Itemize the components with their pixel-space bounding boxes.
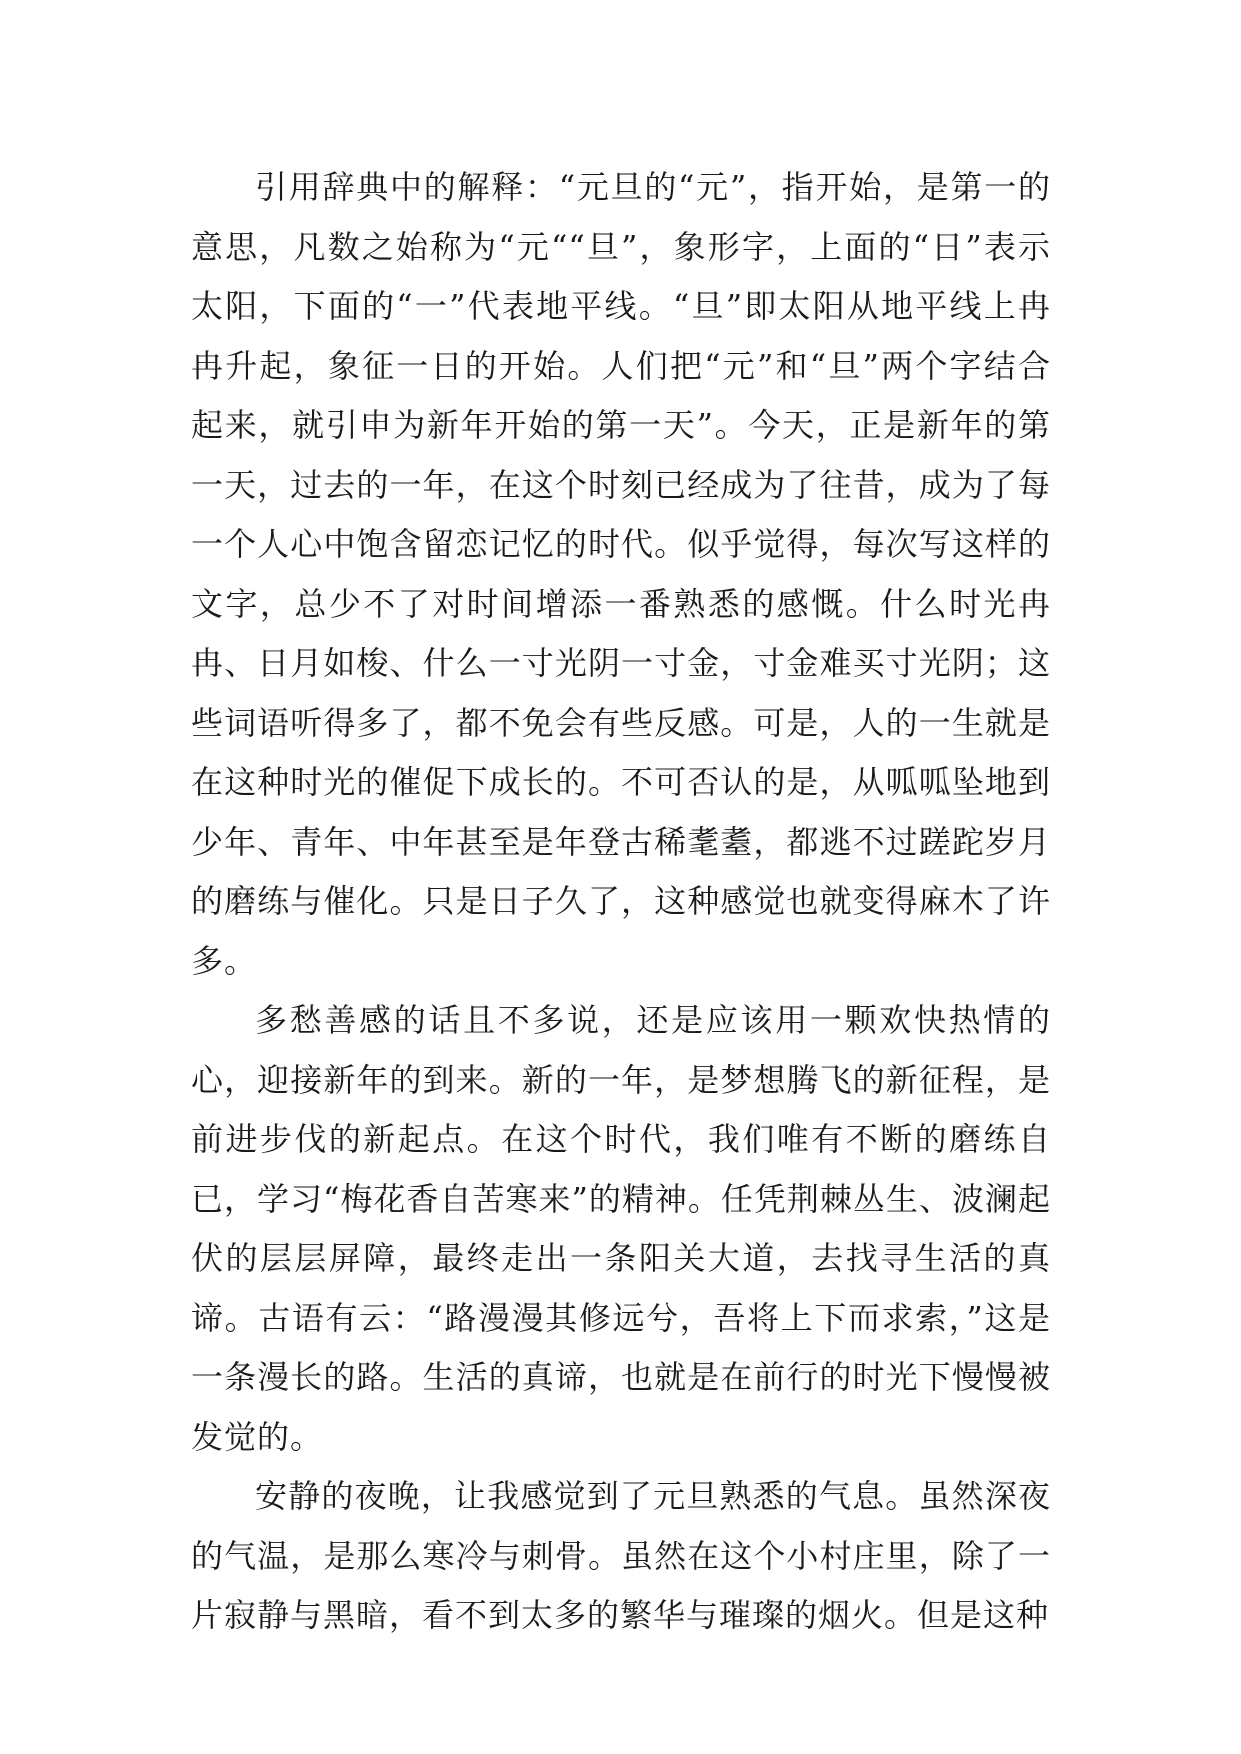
document-body xyxy=(191,158,1051,1646)
paragraph-1: 引用辞典中的解释：“元旦的“元”，指开始，是第一的意思，凡数之始称为“元““旦”，象形字，上面的“日”表示太阳，下面的“一”代表地平线。“旦”即太阳从地平线上冉冉升起，象征一日的开始。人们把“元”和“旦”两个字结合起来，就引申为新年开始的第一天”。今天，正是新年的第一天，过去的一年，在这个时刻已经成为了往昔，成为了每一个人心中饱含留恋记忆的时代。似乎觉得，每次写这样的文字，总少不了对时间增添一番熟悉的感慨。什么时光冉冉、日月如梭、什么一寸光阴一寸金，寸金难买寸光阴；这些词语听得多了，都不免会有些反感。可是，人的一生就是在这种时光的催促下成长的。不可否认的是，从呱呱坠地到少年、青年、中年甚至是年登古稀耄耋，都逃不过蹉跎岁月的磨练与催化。只是日子久了，这种感觉也就变得麻木了许多。 xyxy=(191,168,1051,980)
paragraph-3: 安静的夜晚，让我感觉到了元旦熟悉的气息。虽然深夜的气温，是那么寒冷与刺骨。虽然在这个小村庄里，除了一片寂静与黑暗，看不到太多的繁华与璀璨的烟火。但是这种 xyxy=(191,1477,1051,1634)
paragraph-2: 多愁善感的话且不多说，还是应该用一颗欢快热情的心，迎接新年的到来。新的一年，是梦想腾飞的新征程，是前进步伐的新起点。在这个时代，我们唯有不断的磨练自已，学习“梅花香自苦寒来”的精神。任凭荆棘丛生、波澜起伏的层层屏障，最终走出一条阳关大道，去找寻生活的真谛。古语有云：“路漫漫其修远兮，吾将上下而求索，”这是一条漫长的路。生活的真谛，也就是在前行的时光下慢慢被发觉的。 xyxy=(191,1001,1051,1456)
